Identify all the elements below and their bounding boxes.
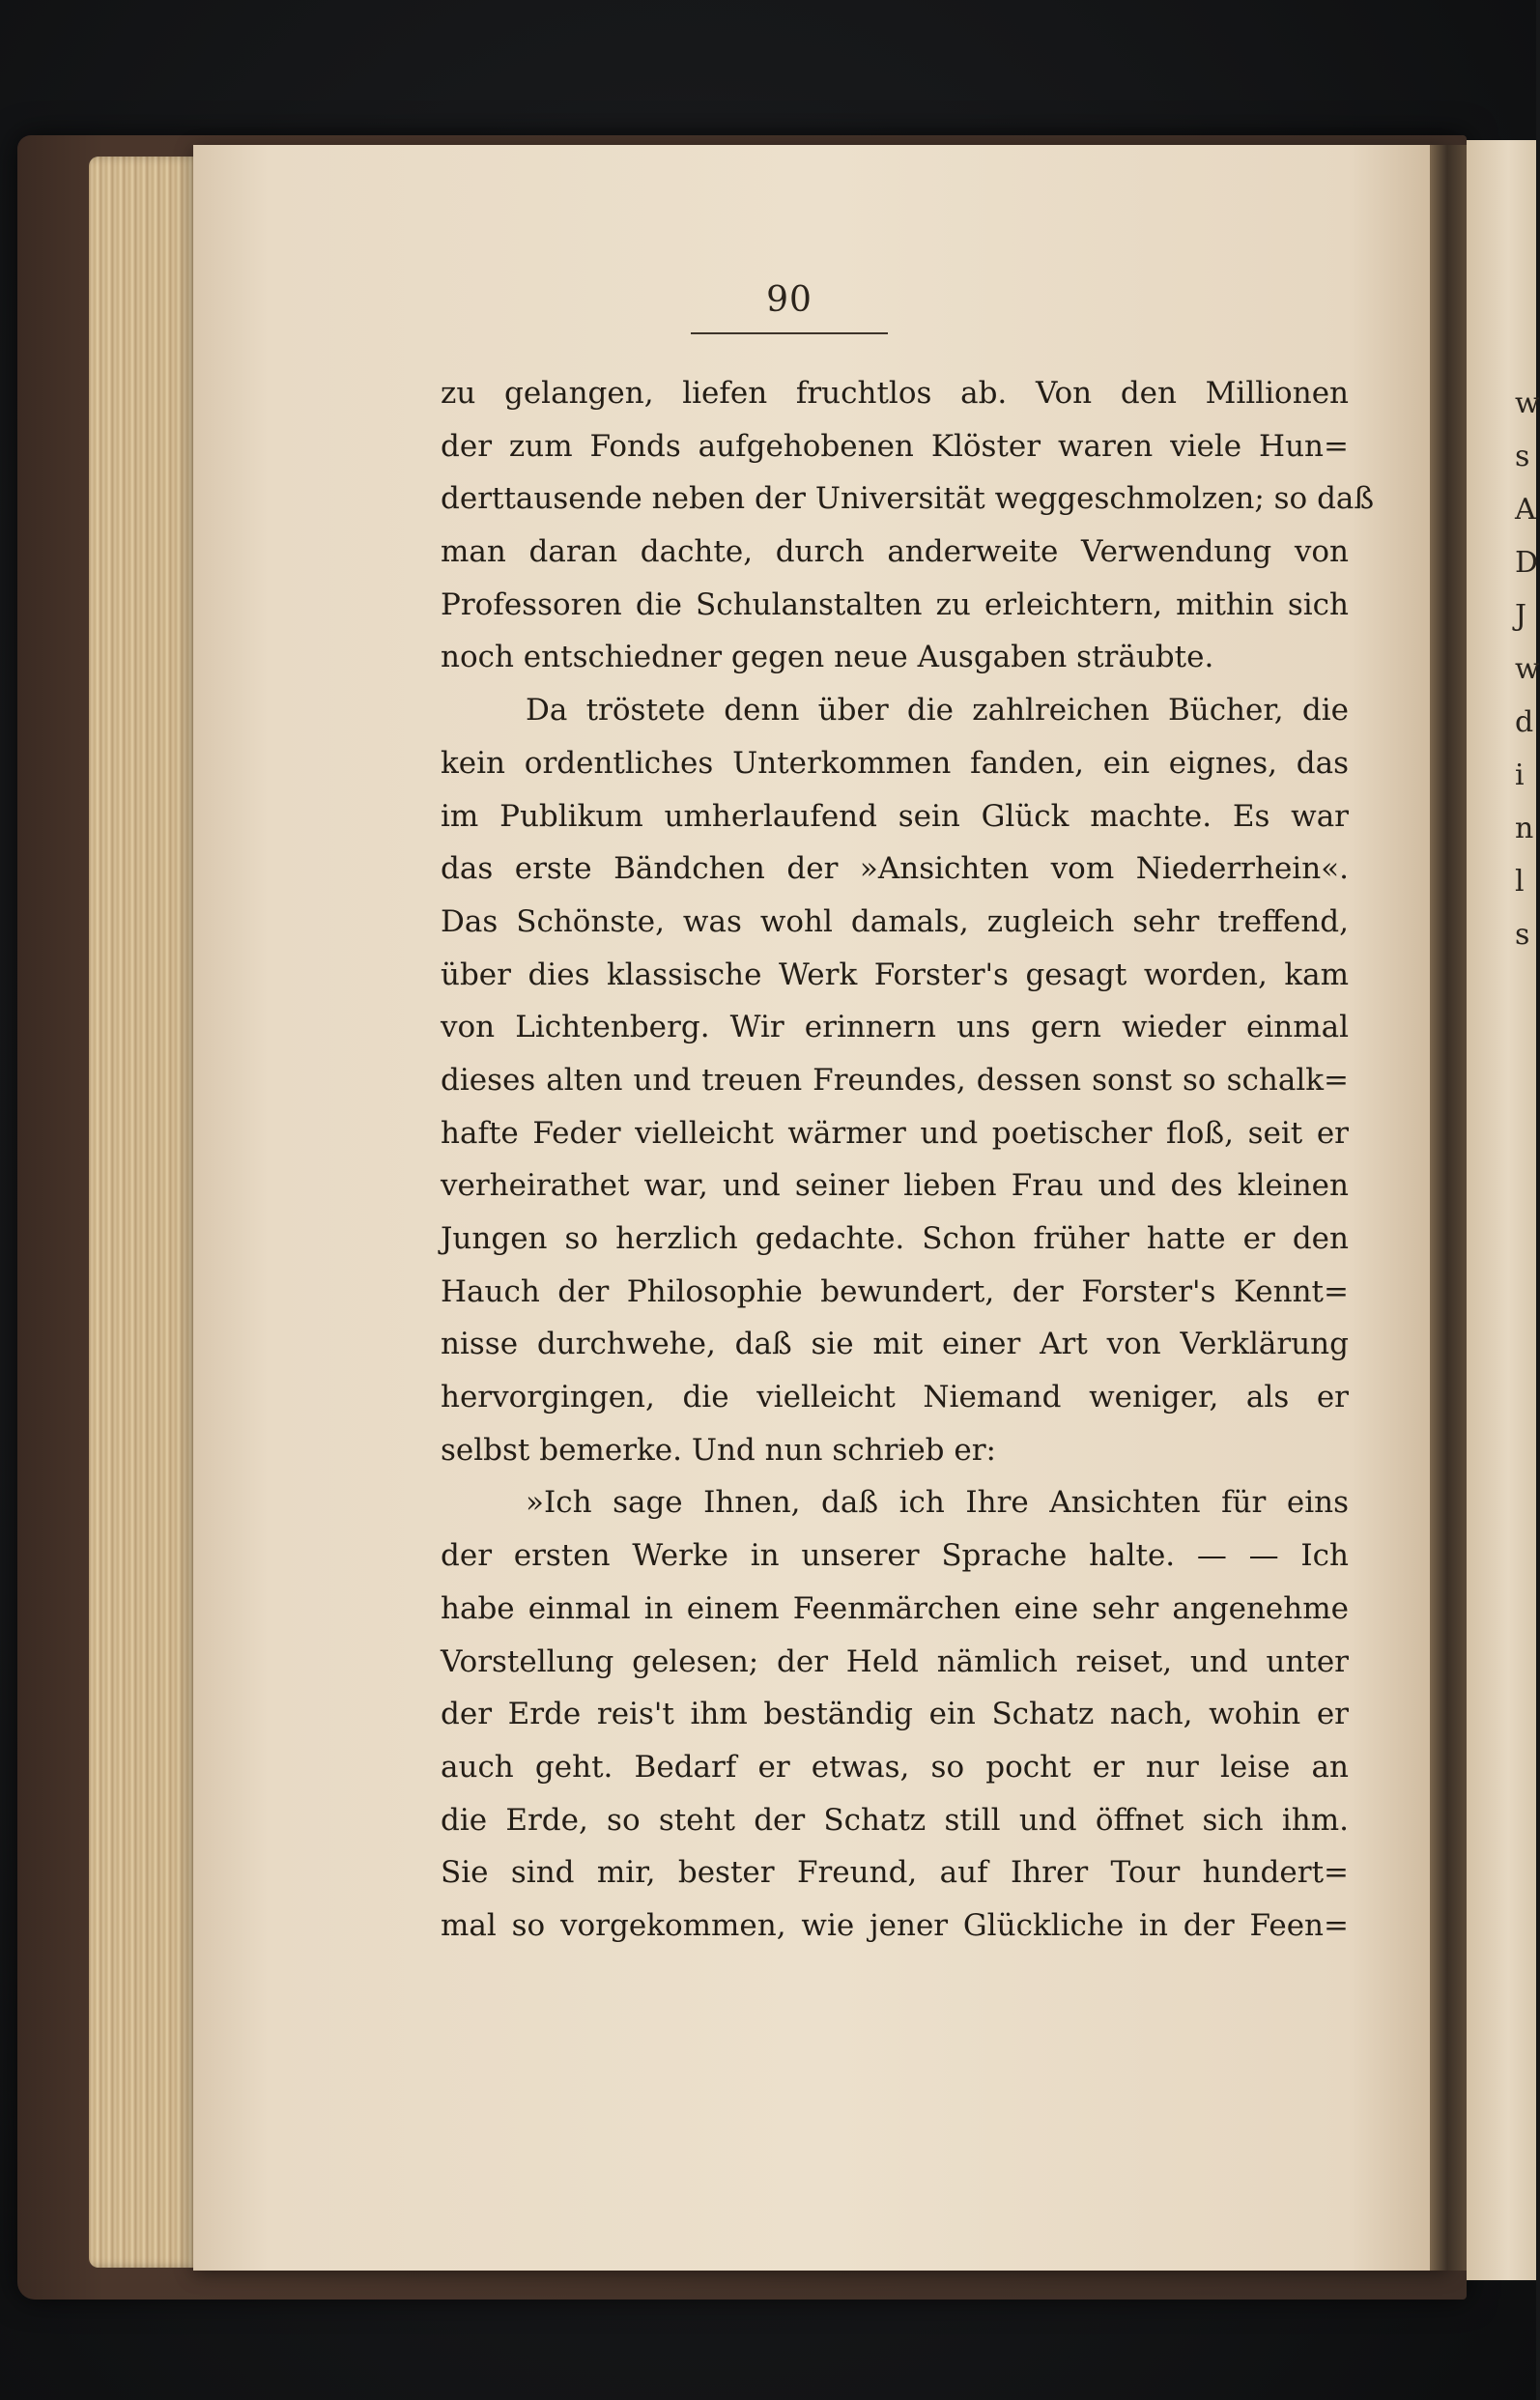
text-line: habe einmal in einem Feenmärchen eine sehr angenehme xyxy=(441,1590,1349,1626)
facing-page-letter: w xyxy=(1515,652,1540,686)
book-gutter xyxy=(1430,145,1469,2271)
text-line: dieses alten und treuen Freundes, dessen sonst so schalk= xyxy=(441,1062,1349,1098)
page-number: 90 xyxy=(766,280,813,320)
text-line: der Erde reis't ihm beständig ein Schatz nach, wohin er xyxy=(441,1697,1349,1732)
facing-page-letter: A xyxy=(1515,493,1536,527)
text-line: von Lichtenberg. Wir erinnern uns gern wieder einmal xyxy=(441,1010,1349,1045)
text-line: auch geht. Bedarf er etwas, so pocht er nur leise an xyxy=(441,1749,1349,1785)
text-line: kein ordentliches Unterkommen fanden, ein eignes, das xyxy=(441,745,1349,781)
text-line: das erste Bändchen der »Ansichten vom Niederrhein«. xyxy=(441,851,1349,887)
facing-page-letter: i xyxy=(1515,758,1525,792)
text-line: die Erde, so steht der Schatz still und öffnet sich ihm. xyxy=(441,1802,1349,1838)
text-line: hervorgingen, die vielleicht Niemand weniger, als er xyxy=(441,1380,1349,1415)
facing-page-letter: d xyxy=(1515,705,1534,739)
text-line: Professoren die Schulanstalten zu erleichtern, mithin sich xyxy=(441,586,1349,622)
facing-page-letter: s xyxy=(1515,918,1530,952)
text-line: Jungen so herzlich gedachte. Schon früher hatte er den xyxy=(441,1221,1349,1256)
text-line: Da tröstete denn über die zahlreichen Bücher, die xyxy=(526,693,1349,729)
facing-page-letter: D xyxy=(1515,546,1539,580)
text-line: nisse durchwehe, daß sie mit einer Art von Verklärung xyxy=(441,1327,1349,1362)
header-rule xyxy=(691,332,888,334)
text-line: der zum Fonds aufgehobenen Klöster waren viele Hun= xyxy=(441,428,1349,464)
text-line: mal so vorgekommen, wie jener Glückliche in der Feen= xyxy=(441,1907,1349,1943)
facing-page-letter: n xyxy=(1515,812,1534,845)
text-line: zu gelangen, liefen fruchtlos ab. Von den Millionen xyxy=(441,376,1349,411)
text-line: hafte Feder vielleicht wärmer und poetischer floß, seit er xyxy=(441,1115,1349,1151)
text-line: Das Schönste, was wohl damals, zugleich sehr treffend, xyxy=(441,903,1349,939)
text-line: Vorstellung gelesen; der Held nämlich reiset, und unter xyxy=(441,1643,1349,1679)
text-line: über dies klassische Werk Forster's gesagt worden, kam xyxy=(441,957,1349,992)
text-line: derttausende neben der Universität weggeschmolzen; so daß xyxy=(441,481,1375,517)
facing-page-letter: J xyxy=(1515,599,1527,633)
facing-page-letter: w xyxy=(1515,386,1540,420)
text-line: man daran dachte, durch anderweite Verwendung von xyxy=(441,534,1349,570)
text-line: Hauch der Philosophie bewundert, der Forster's Kennt= xyxy=(441,1273,1349,1309)
text-line: verheirathet war, und seiner lieben Frau und des kleinen xyxy=(441,1168,1349,1204)
body-text xyxy=(441,367,1375,1953)
facing-page-letter: l xyxy=(1515,865,1525,899)
text-line: selbst bemerke. Und nun schrieb er: xyxy=(441,1432,996,1468)
text-line: noch entschiedner gegen neue Ausgaben sträubte. xyxy=(441,640,1214,675)
text-line: Sie sind mir, bester Freund, auf Ihrer Tour hundert= xyxy=(441,1855,1349,1891)
facing-page-letter: s xyxy=(1515,440,1530,473)
text-line: der ersten Werke in unserer Sprache halte. — — Ich xyxy=(441,1538,1349,1574)
facing-page-text xyxy=(1515,377,1540,961)
text-line: im Publikum umherlaufend sein Glück machte. Es war xyxy=(441,798,1349,834)
text-line: »Ich sage Ihnen, daß ich Ihre Ansichten für eins xyxy=(526,1485,1349,1521)
